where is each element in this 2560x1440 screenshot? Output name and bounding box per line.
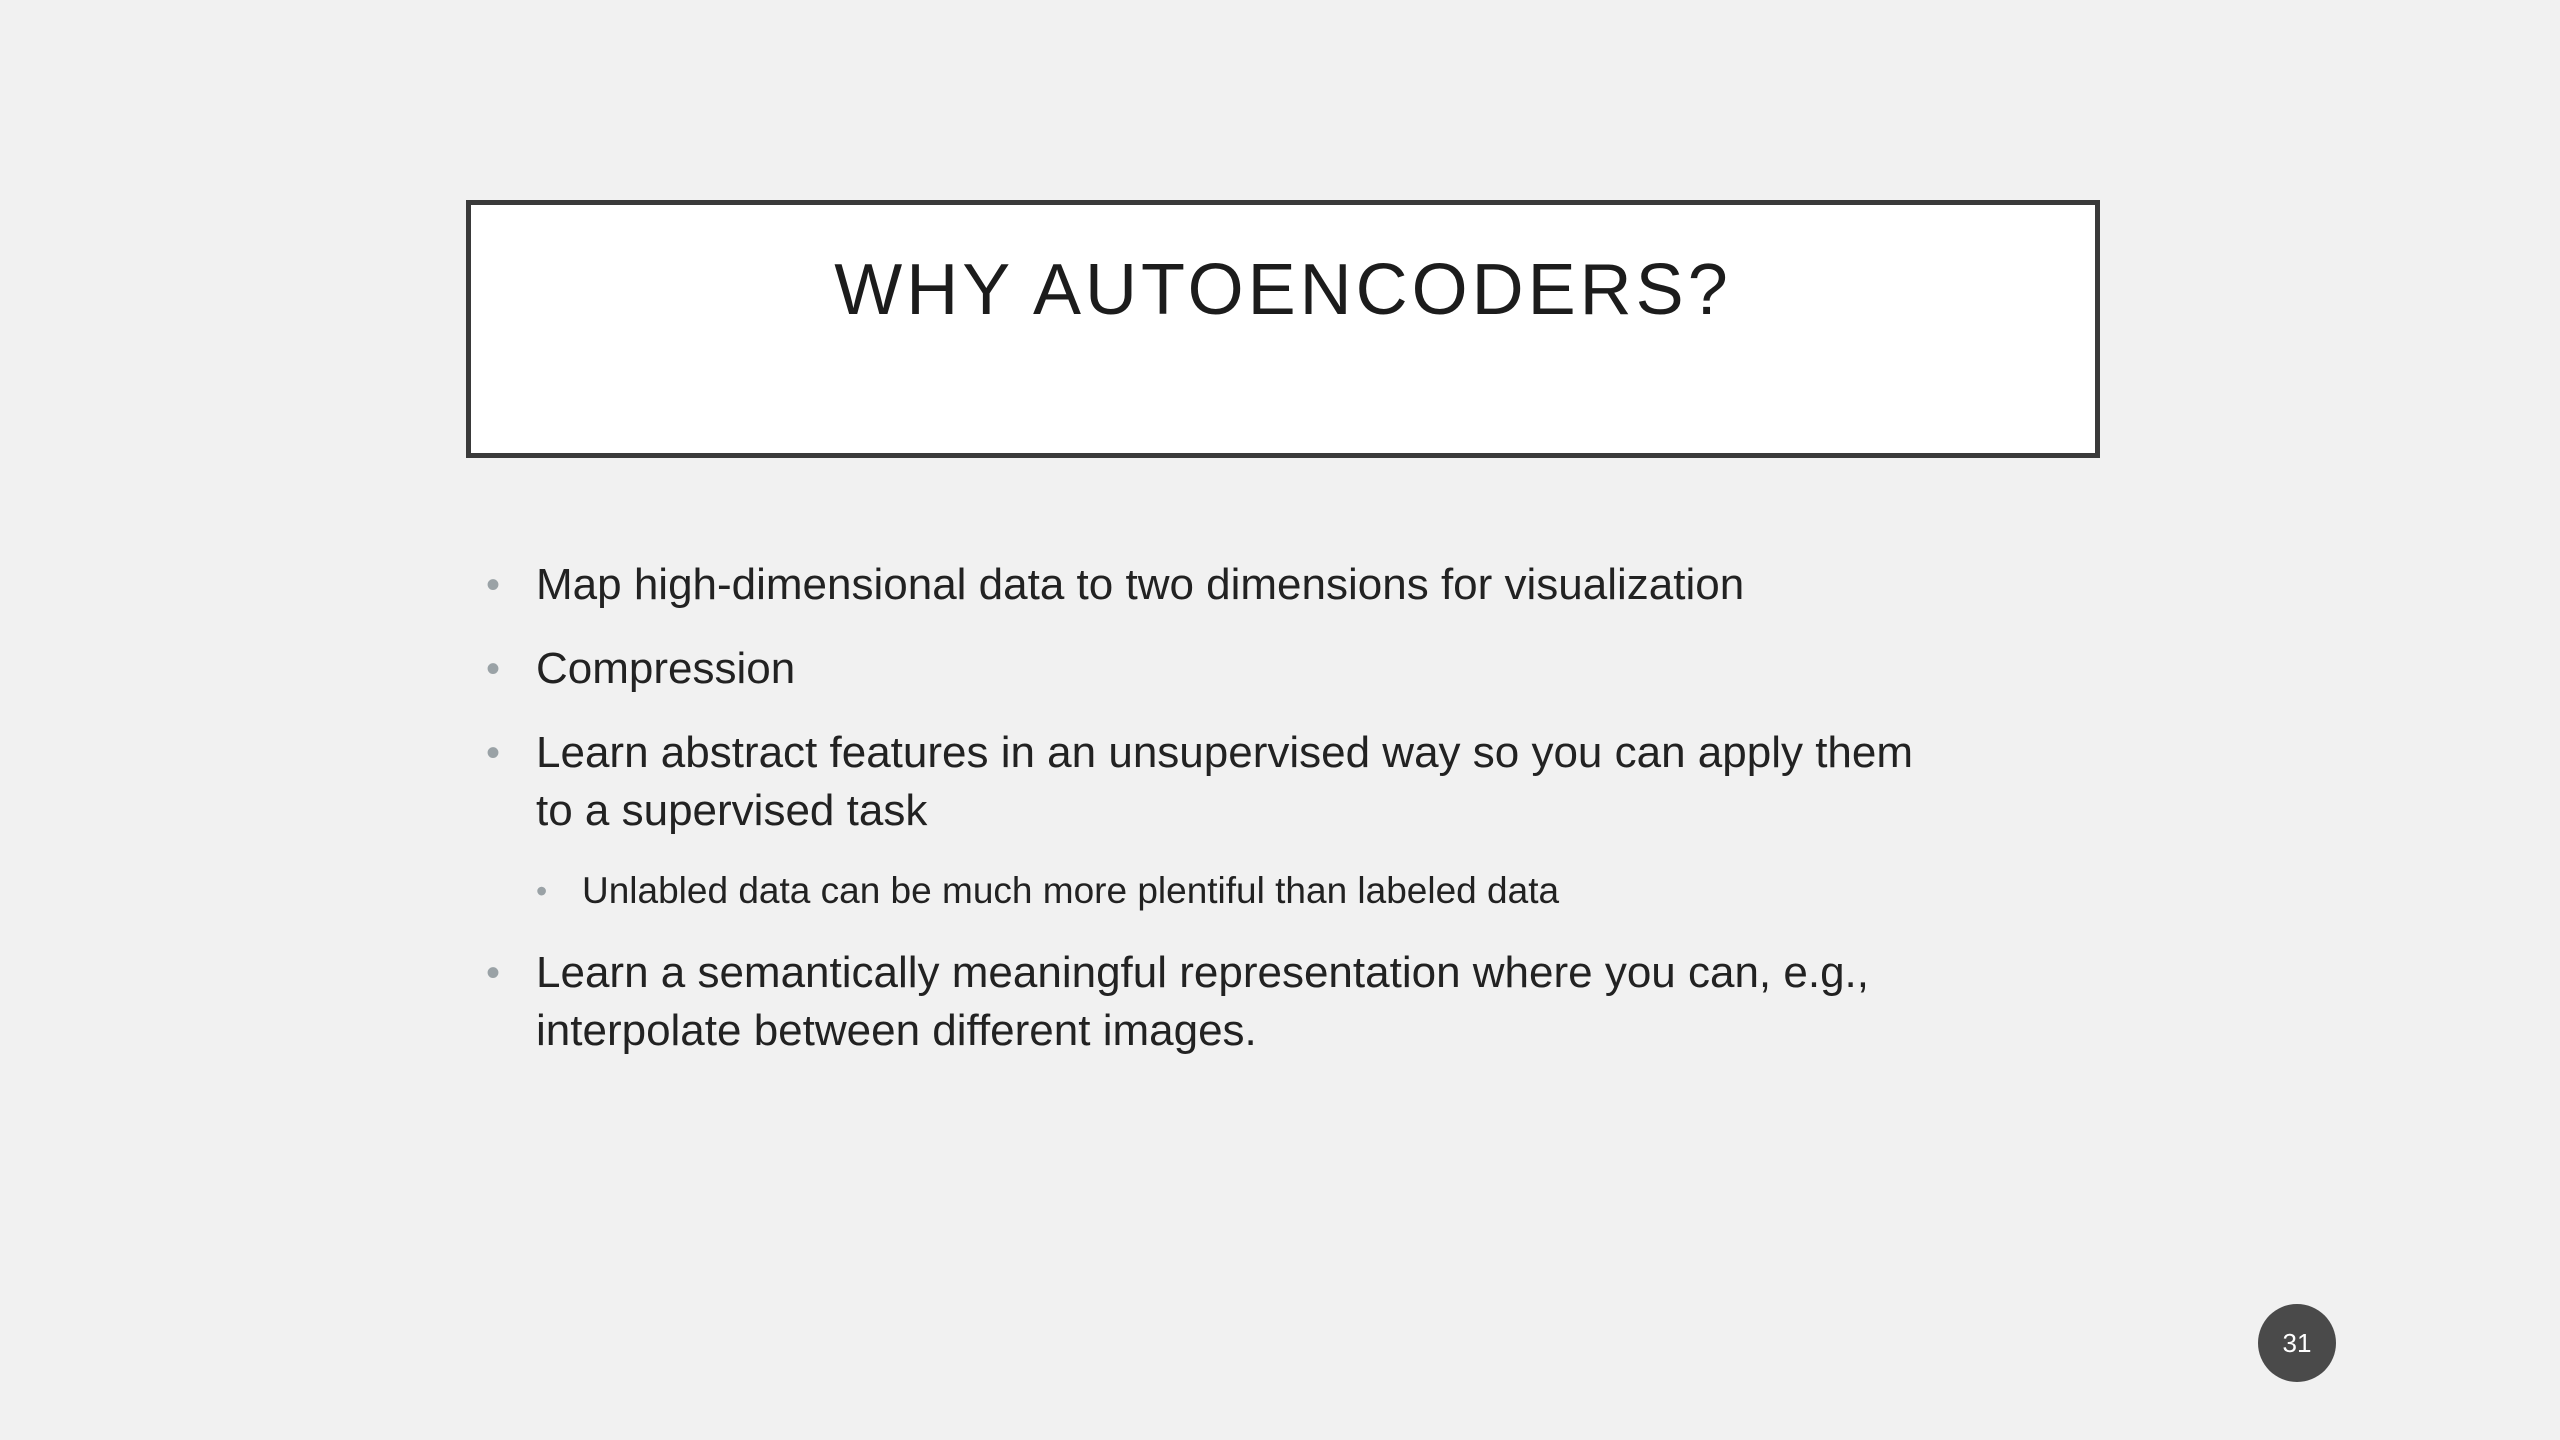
bullet-text: Learn a semantically meaningful representation where you can, e.g., interpolate between different images.	[536, 948, 1869, 1055]
bullet-text: Learn abstract features in an unsupervised way so you can apply them to a supervised task	[536, 728, 1914, 835]
bullet-text: Compression	[536, 644, 796, 693]
bullet-marker-icon: •	[486, 731, 501, 775]
bullet-item	[480, 556, 1920, 614]
bullet-marker-icon: •	[486, 647, 501, 691]
page-number: 31	[2282, 1327, 2312, 1358]
bullet-item	[480, 724, 1920, 840]
page-number-badge	[2258, 1304, 2336, 1382]
bullet-item	[480, 640, 1920, 698]
bullet-list	[480, 556, 1920, 1086]
slide-title: WHY AUTOENCODERS?	[834, 250, 1732, 330]
sub-bullet-item	[480, 866, 1920, 916]
sub-bullet-marker-icon: •	[536, 873, 548, 909]
bullet-marker-icon: •	[486, 951, 501, 995]
title-box	[466, 200, 2100, 458]
bullet-text: Map high-dimensional data to two dimensions for visualization	[536, 560, 1745, 609]
bullet-marker-icon: •	[486, 563, 501, 607]
bullet-item	[480, 944, 1920, 1060]
sub-bullet-text: Unlabled data can be much more plentiful than labeled data	[582, 870, 1560, 911]
